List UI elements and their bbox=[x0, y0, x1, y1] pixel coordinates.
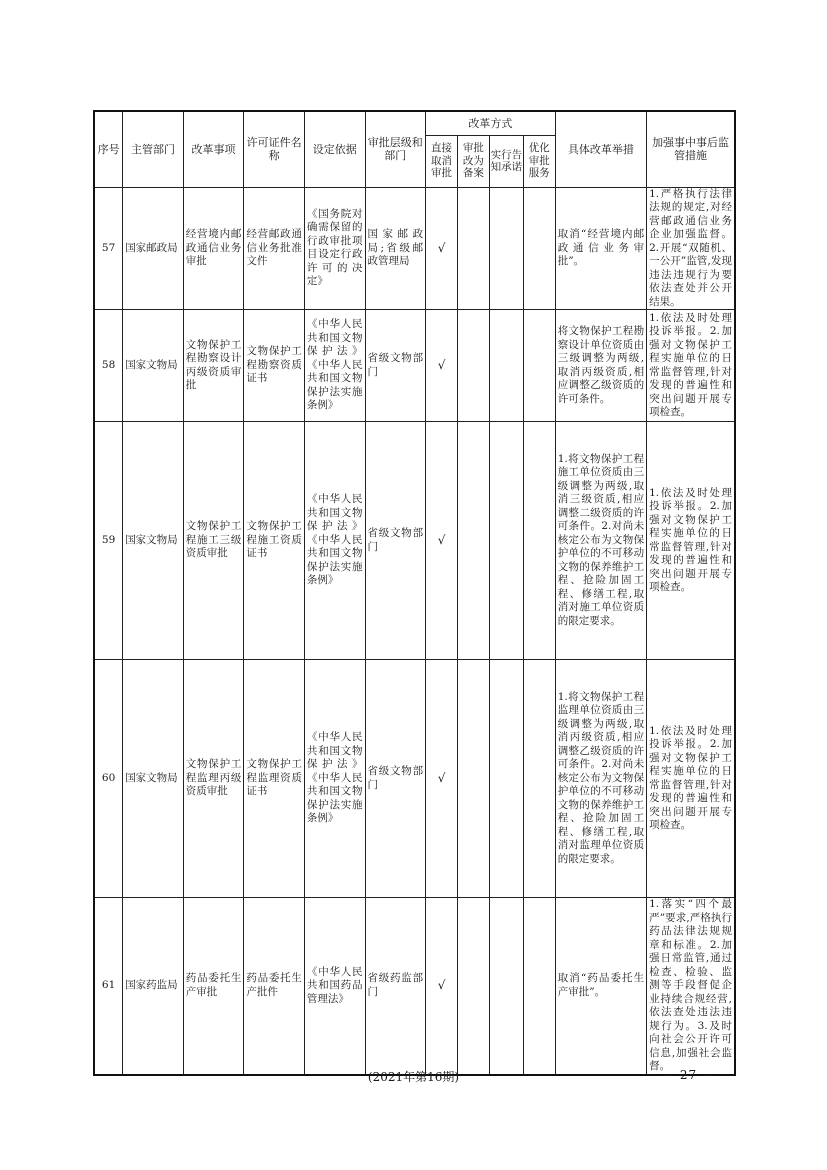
table-row bbox=[94, 422, 735, 660]
header-license: 许可证件名称 bbox=[244, 111, 305, 187]
row-measures: 将文物保护工程勘察设计单位资质由三级调整为两级,取消丙级资质,相应调整乙级资质的许可条件。 bbox=[555, 310, 646, 422]
row-dept: 国家邮政局 bbox=[123, 187, 184, 310]
table-row bbox=[94, 310, 735, 422]
row-measures: 取消“药品委托生产审批”。 bbox=[555, 898, 646, 1075]
row-dept: 国家药监局 bbox=[123, 898, 184, 1075]
row-basis: 《中华人民共和国药品管理法》 bbox=[304, 898, 365, 1075]
row-license: 药品委托生产批件 bbox=[244, 898, 305, 1075]
row-dept: 国家文物局 bbox=[123, 310, 184, 422]
row-method-commitment bbox=[489, 310, 523, 422]
table-row bbox=[94, 898, 735, 1075]
header-method-cancel: 直接取消审批 bbox=[426, 135, 458, 187]
table-row bbox=[94, 187, 735, 310]
row-level: 省级文物部门 bbox=[365, 660, 426, 898]
row-method-optimize bbox=[523, 660, 555, 898]
row-method-optimize bbox=[523, 898, 555, 1075]
row-method-filing bbox=[457, 422, 489, 660]
row-basis: 《中华人民共和国文物保护法》《中华人民共和国文物保护法实施条例》 bbox=[304, 422, 365, 660]
header-level: 审批层级和部门 bbox=[365, 111, 426, 187]
row-method-commitment bbox=[489, 422, 523, 660]
row-license: 文物保护工程监理资质证书 bbox=[244, 660, 305, 898]
row-license: 经营邮政通信业务批准文件 bbox=[244, 187, 305, 310]
row-level: 省级药监部门 bbox=[365, 898, 426, 1075]
header-dept: 主管部门 bbox=[123, 111, 184, 187]
reform-table bbox=[93, 110, 736, 1076]
row-supervision: 1.依法及时处理投诉举报。2.加强对文物保护工程实施单位的日常监督管理,针对发现的普遍性和突出问题开展专项检查。 bbox=[647, 310, 735, 422]
row-seq: 59 bbox=[94, 422, 123, 660]
row-seq: 61 bbox=[94, 898, 123, 1075]
header-basis: 设定依据 bbox=[304, 111, 365, 187]
row-item: 药品委托生产审批 bbox=[183, 898, 244, 1075]
row-method-filing bbox=[457, 898, 489, 1075]
row-method-filing bbox=[457, 660, 489, 898]
header-supervision: 加强事中事后监管措施 bbox=[647, 111, 735, 187]
row-seq: 57 bbox=[94, 187, 123, 310]
row-item: 文物保护工程勘察设计丙级资质审批 bbox=[183, 310, 244, 422]
row-license: 文物保护工程勘察资质证书 bbox=[244, 310, 305, 422]
check-mark: √ bbox=[426, 898, 458, 1075]
row-method-filing bbox=[457, 310, 489, 422]
row-supervision: 1.严格执行法律法规的规定,对经营邮政通信业务企业加强监督。2.开展“双随机、一公开”监管,发现违法违规行为要依法查处并公开结果。 bbox=[647, 187, 735, 310]
row-basis: 《国务院对确需保留的行政审批项目设定行政许可的决定》 bbox=[304, 187, 365, 310]
row-measures: 取消“经营境内邮政通信业务审批”。 bbox=[555, 187, 646, 310]
row-level: 省级文物部门 bbox=[365, 310, 426, 422]
table-row bbox=[94, 660, 735, 898]
check-mark: √ bbox=[426, 187, 458, 310]
row-supervision: 1.落实“四个最严”要求,严格执行药品法律法规规章和标准。2.加强日常监管,通过检查、检验、监测等手段督促企业持续合规经营,依法查处违法违规行为。3.及时向社会公开许可信息,加强社会监督。 bbox=[647, 898, 735, 1075]
row-seq: 60 bbox=[94, 660, 123, 898]
row-item: 文物保护工程监理丙级资质审批 bbox=[183, 660, 244, 898]
header-method-commitment: 实行告知承诺 bbox=[489, 135, 523, 187]
row-method-commitment bbox=[489, 898, 523, 1075]
row-measures: 1.将文物保护工程施工单位资质由三级调整为两级,取消三级资质,相应调整二级资质的许可条件。2.对尚未核定公布为文物保护单位的不可移动文物的保养维护工程、抢险加固工程、修缮工程,取消对施工单位资质的限定要求。 bbox=[555, 422, 646, 660]
row-level: 省级文物部门 bbox=[365, 422, 426, 660]
check-mark: √ bbox=[426, 422, 458, 660]
row-method-optimize bbox=[523, 187, 555, 310]
row-method-optimize bbox=[523, 422, 555, 660]
header-method-optimize: 优化审批服务 bbox=[523, 135, 555, 187]
row-level: 国家邮政局;省级邮政管理局 bbox=[365, 187, 426, 310]
header-method-group: 改革方式 bbox=[426, 111, 556, 135]
row-seq: 58 bbox=[94, 310, 123, 422]
row-measures: 1.将文物保护工程监理单位资质由三级调整为两级,取消丙级资质,相应调整乙级资质的许可条件。2.对尚未核定公布为文物保护单位的不可移动文物的保养维护工程、抢险加固工程、修缮工程,取消对监理单位资质的限定要求。 bbox=[555, 660, 646, 898]
row-method-optimize bbox=[523, 310, 555, 422]
row-supervision: 1.依法及时处理投诉举报。2.加强对文物保护工程实施单位的日常监督管理,针对发现的普遍性和突出问题开展专项检查。 bbox=[647, 660, 735, 898]
row-item: 经营境内邮政通信业务审批 bbox=[183, 187, 244, 310]
issue-label: (2021年第16期) bbox=[367, 1070, 460, 1084]
header-seq: 序号 bbox=[94, 111, 123, 187]
page-number: — 27 — bbox=[662, 1068, 715, 1082]
row-dept: 国家文物局 bbox=[123, 660, 184, 898]
row-basis: 《中华人民共和国文物保护法》《中华人民共和国文物保护法实施条例》 bbox=[304, 310, 365, 422]
row-method-filing bbox=[457, 187, 489, 310]
row-basis: 《中华人民共和国文物保护法》《中华人民共和国文物保护法实施条例》 bbox=[304, 660, 365, 898]
row-dept: 国家文物局 bbox=[123, 422, 184, 660]
check-mark: √ bbox=[426, 660, 458, 898]
row-method-commitment bbox=[489, 187, 523, 310]
header-measures: 具体改革举措 bbox=[555, 111, 646, 187]
row-item: 文物保护工程施工三级资质审批 bbox=[183, 422, 244, 660]
row-supervision: 1.依法及时处理投诉举报。2.加强对文物保护工程实施单位的日常监督管理,针对发现的普遍性和突出问题开展专项检查。 bbox=[647, 422, 735, 660]
check-mark: √ bbox=[426, 310, 458, 422]
row-method-commitment bbox=[489, 660, 523, 898]
header-item: 改革事项 bbox=[183, 111, 244, 187]
row-license: 文物保护工程施工资质证书 bbox=[244, 422, 305, 660]
header-method-filing: 审批改为备案 bbox=[457, 135, 489, 187]
